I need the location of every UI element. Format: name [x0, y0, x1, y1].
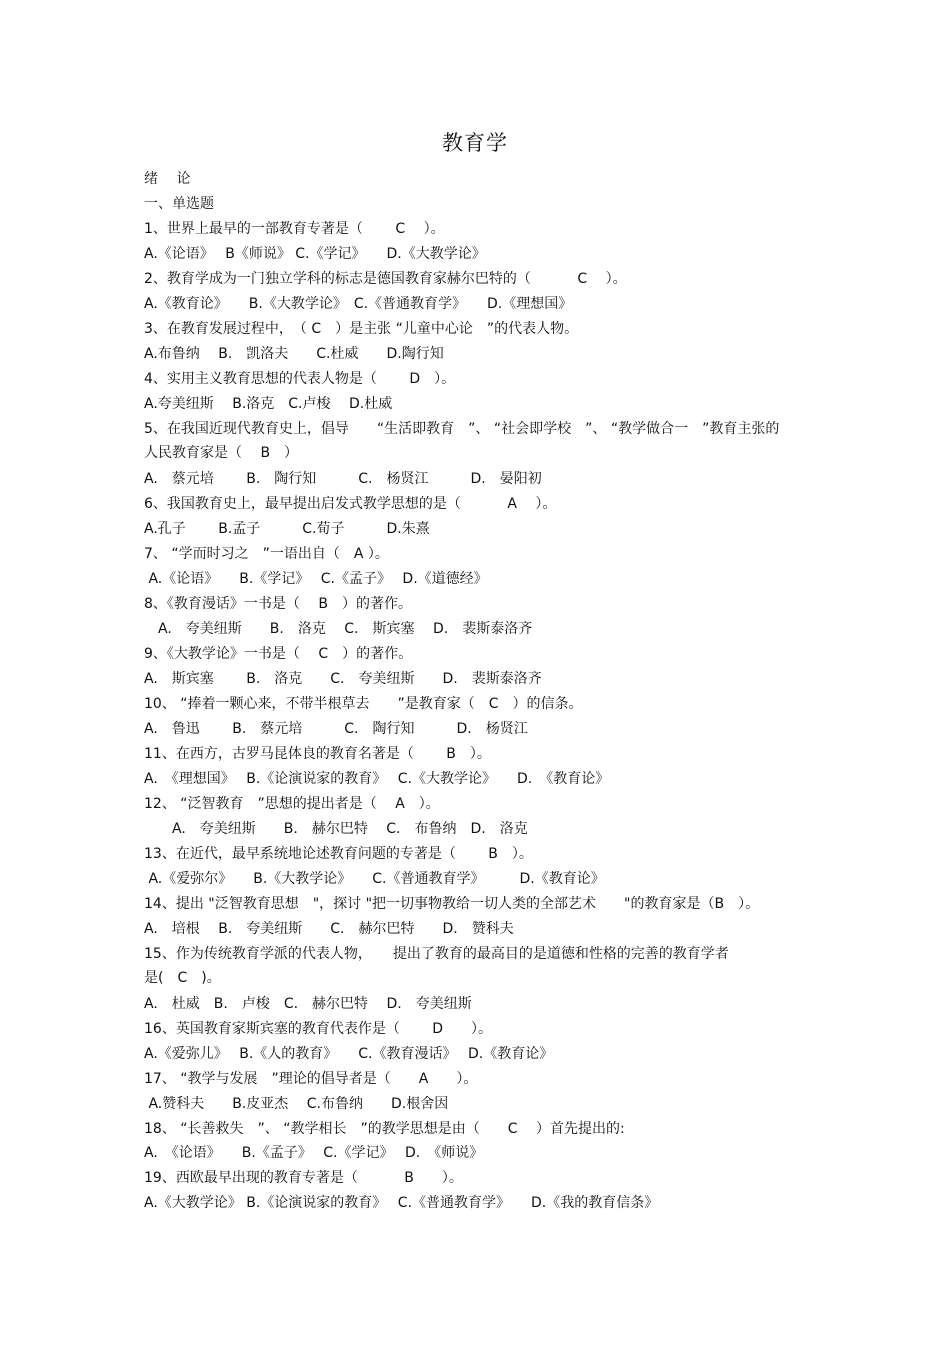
question-2-options: A.《教育论》 B.《大教学论》 C.《普通教育学》 D.《理想国》	[144, 296, 573, 312]
question-4-options: A.夸美纽斯 B.洛克 C.卢梭 D.杜威	[144, 396, 393, 412]
question-4: 4、实用主义教育思想的代表人物是（ D ）。	[144, 371, 456, 387]
question-12-options: A. 夸美纽斯 B. 赫尔巴特 C. 布鲁纳 D. 洛克	[144, 821, 528, 837]
question-11-options: A. 《理想国》 B.《论演说家的教育》 C.《大教学论》 D. 《教育论》	[144, 771, 610, 787]
question-10-options: A. 鲁迅 B. 蔡元培 C. 陶行知 D. 杨贤江	[144, 721, 528, 737]
question-3: 3、在教育发展过程中， （ C ）是主张 “儿童中心论 ”的代表人物。	[144, 321, 579, 337]
question-15: 15、作为传统教育学派的代表人物， 提出了教育的最高目的是道德和性格的完善的教育学者	[144, 946, 729, 962]
question-13-options: A.《爱弥尔》 B.《大教学论》 C.《普通教育学》 D.《教育论》	[144, 871, 605, 887]
question-18-options: A. 《论语》 B.《孟子》 C.《学记》 D. 《师说》	[144, 1145, 484, 1161]
question-10: 10、 “捧着一颗心来，不带半根草去 ”是教育家（ C ）的信条。	[144, 696, 583, 712]
question-2: 2、教育学成为一门独立学科的标志是德国教育家赫尔巴特的（ C ）。	[144, 271, 627, 287]
question-13: 13、在近代，最早系统地论述教育问题的专著是（ B ）。	[144, 846, 533, 862]
question-3-options: A.布鲁纳 B. 凯洛夫 C.杜威 D.陶行知	[144, 346, 444, 362]
question-18: 18、 “长善救失 ”、 “教学相长 ”的教学思想是由（ C ）首先提出的:	[144, 1121, 625, 1137]
question-1-options: A.《论语》 B《师说》 C.《学记》 D.《大教学论》	[144, 246, 486, 262]
question-19-options: A.《大教学论》 B.《论演说家的教育》 C.《普通教育学》 D.《我的教育信条》	[144, 1195, 659, 1211]
question-15-options: A. 杜威 B. 卢梭 C. 赫尔巴特 D. 夸美纽斯	[144, 996, 472, 1012]
question-1: 1、世界上最早的一部教育专著是（ C ）。	[144, 221, 445, 237]
section-heading: 绪 论	[144, 171, 191, 187]
question-12: 12、 “泛智教育 ”思想的提出者是（ A ）。	[144, 796, 440, 812]
question-7-options: A.《论语》 B.《学记》 C.《孟子》 D.《道德经》	[144, 571, 488, 587]
question-15-continued: 是( C )。	[144, 970, 221, 986]
question-6-options: A.孔子 B.孟子 C.荀子 D.朱熹	[144, 521, 430, 537]
question-8-options: A. 夸美纽斯 B. 洛克 C. 斯宾塞 D. 裴斯泰洛齐	[144, 621, 533, 637]
question-11: 11、在西方，古罗马昆体良的教育名著是（ B ）。	[144, 746, 491, 762]
question-17: 17、 “教学与发展 ”理论的倡导者是（ A ）。	[144, 1071, 478, 1087]
question-14-options: A. 培根 B. 夸美纽斯 C. 赫尔巴特 D. 赞科夫	[144, 921, 514, 937]
question-6: 6、我国教育史上，最早提出启发式教学思想的是（ A ）。	[144, 496, 557, 512]
question-16: 16、英国教育家斯宾塞的教育代表作是（ D ）。	[144, 1021, 493, 1037]
question-14: 14、提出 "泛智教育思想 "，探讨 "把一切事物教给一切人类的全部艺术 "的教育家是（B ）。	[144, 896, 760, 912]
question-5-options: A. 蔡元培 B. 陶行知 C. 杨贤江 D. 晏阳初	[144, 471, 542, 487]
subsection-heading: 一、单选题	[144, 196, 214, 212]
question-5-continued: 人民教育家是（ B ）	[144, 445, 299, 461]
question-9: 9、《大教学论》一书是（ C ）的著作。	[144, 646, 413, 662]
question-8: 8、《教育漫话》一书是（ B ）的著作。	[144, 596, 412, 612]
question-19: 19、西欧最早出现的教育专著是（ B ）。	[144, 1170, 463, 1186]
question-7: 7、 “学而时习之 ”一语出自（ A ）。	[144, 546, 389, 562]
question-5: 5、在我国近现代教育史上，倡导 “生活即教育 ”、 “社会即学校 ”、 “教学做合一 ”教育主张的	[144, 421, 780, 437]
question-17-options: A.赞科夫 B.皮亚杰 C.布鲁纳 D.根舍因	[144, 1096, 449, 1112]
question-9-options: A. 斯宾塞 B. 洛克 C. 夸美纽斯 D. 裴斯泰洛齐	[144, 671, 542, 687]
document-title: 教育学	[442, 131, 508, 155]
question-16-options: A.《爱弥儿》 B.《人的教育》 C.《教育漫话》 D.《教育论》	[144, 1046, 554, 1062]
